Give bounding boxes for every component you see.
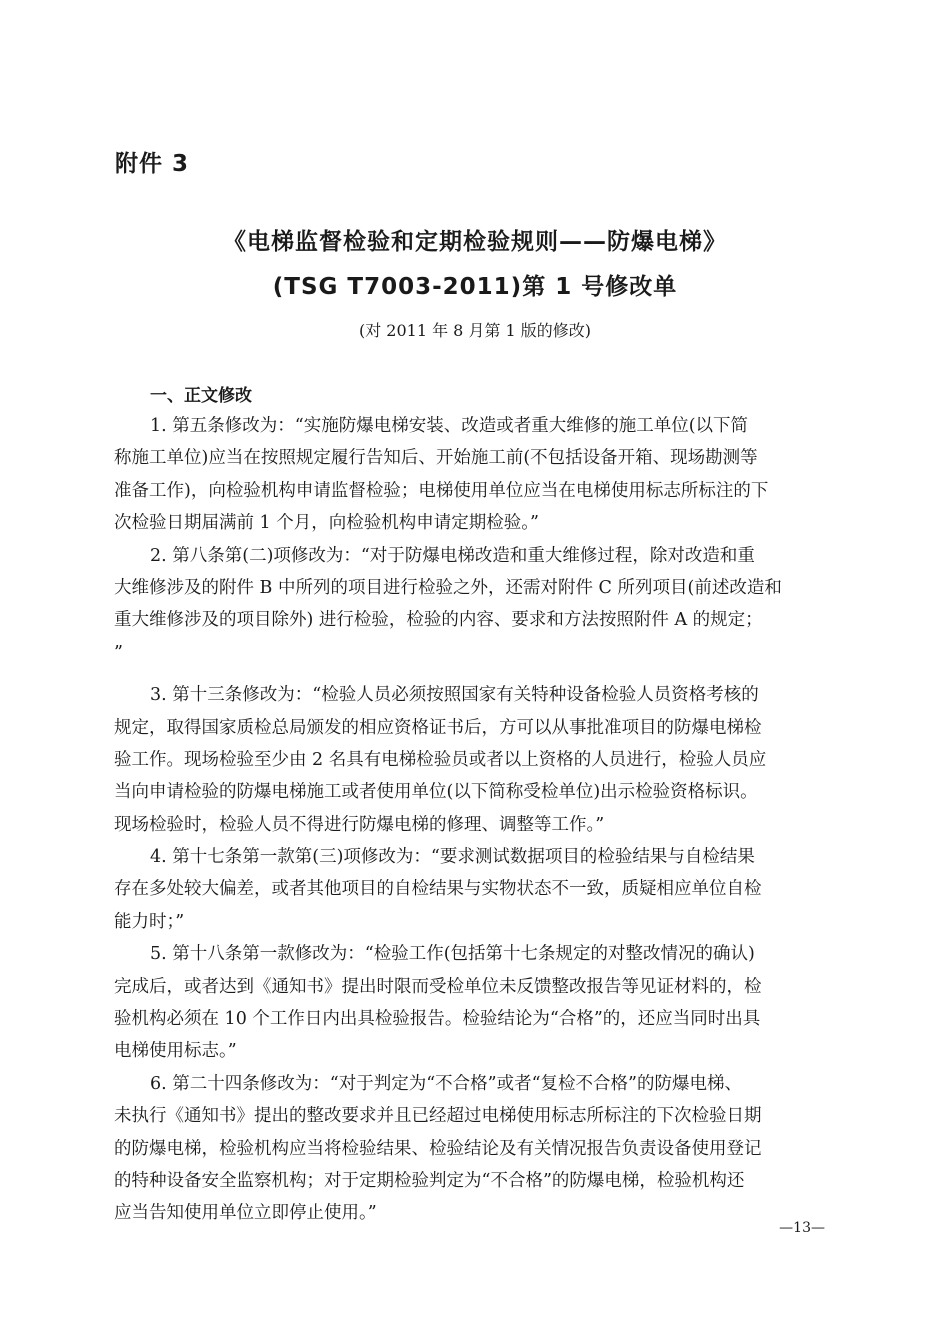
- text-line: 6. 第二十四条修改为：“对于判定为“不合格”或者“复检不合格”的防爆电梯、: [150, 1073, 742, 1094]
- text-line: 规定，取得国家质检总局颁发的相应资格证书后，方可以从事批准项目的防爆电梯检: [114, 717, 762, 738]
- text-line: 应当告知使用单位立即停止使用。”: [114, 1203, 377, 1224]
- document-title-line-1: 《电梯监督检验和定期检验规则——防爆电梯》: [223, 229, 727, 255]
- text-line: 的防爆电梯，检验机构应当将检验结果、检验结论及有关情况报告负责设备使用登记: [114, 1138, 762, 1159]
- amendment-item-4: [114, 841, 844, 938]
- text-line: 存在多处较大偏差，或者其他项目的自检结果与实物状态不一致，质疑相应单位自检: [114, 879, 762, 900]
- text-line: 完成后，或者达到《通知书》提出时限而受检单位未反馈整改报告等见证材料的，检: [114, 976, 762, 997]
- document-subtitle: (对 2011 年 8 月第 1 版的修改): [358, 321, 592, 340]
- text-line: 1. 第五条修改为：“实施防爆电梯安装、改造或者重大维修的施工单位(以下简: [150, 416, 749, 436]
- section-heading: 一、正文修改: [150, 386, 252, 406]
- text-line: 称施工单位)应当在按照规定履行告知后、开始施工前(不包括设备开箱、现场勘测等: [114, 448, 758, 469]
- document-title-line-2: (TSG T7003-2011)第 1 号修改单: [272, 274, 678, 300]
- text-line: 验工作。现场检验至少由 2 名具有电梯检验员或者以上资格的人员进行，检验人员应: [114, 749, 767, 770]
- amendment-item-5: [114, 938, 844, 1068]
- text-line: 重大维修涉及的项目除外) 进行检验，检验的内容、要求和方法按照附件 A 的规定；: [114, 610, 763, 631]
- text-line: 5. 第十八条第一款修改为：“检验工作(包括第十七条规定的对整改情况的确认): [150, 944, 755, 965]
- text-line: 2. 第八条第(二)项修改为：“对于防爆电梯改造和重大维修过程，除对改造和重: [150, 545, 755, 566]
- text-line: 3. 第十三条修改为：“检验人员必须按照国家有关特种设备检验人员资格考核的: [150, 685, 759, 706]
- text-line: 现场检验时，检验人员不得进行防爆电梯的修理、调整等工作。”: [114, 814, 605, 835]
- text-line: 未执行《通知书》提出的整改要求并且已经超过电梯使用标志所标注的下次检验日期: [114, 1106, 762, 1127]
- text-line: 准备工作)，向检验机构申请监督检验；电梯使用单位应当在电梯使用标志所标注的下: [114, 480, 769, 501]
- text-line: 次检验日期届满前 1 个月，向检验机构申请定期检验。”: [114, 513, 539, 534]
- text-line: 4. 第十七条第一款第(三)项修改为：“要求测试数据项目的检验结果与自检结果: [150, 847, 755, 868]
- text-line: 验机构必须在 10 个工作日内出具检验报告。检验结论为“合格”的，还应当同时出具: [114, 1009, 761, 1030]
- amendment-list: [114, 410, 844, 1230]
- text-line: 大维修涉及的附件 B 中所列的项目进行检验之外，还需对附件 C 所列项目(前述改造和: [114, 577, 782, 598]
- spacer: [114, 669, 844, 679]
- text-line: 当向申请检验的防爆电梯施工或者使用单位(以下简称受检单位)出示检验资格标识。: [114, 782, 758, 803]
- amendment-item-6: [114, 1068, 844, 1230]
- text-line: 的特种设备安全监察机构；对于定期检验判定为“不合格”的防爆电梯，检验机构还: [114, 1170, 745, 1191]
- text-line: 电梯使用标志。”: [114, 1041, 237, 1062]
- attachment-label: 附件 3: [115, 151, 190, 177]
- text-line: ”: [114, 642, 123, 663]
- page-number: —13—: [779, 1220, 825, 1236]
- amendment-item-3: [114, 679, 844, 841]
- amendment-item-1: [114, 410, 844, 540]
- amendment-item-2: [114, 540, 844, 670]
- text-line: 能力时；”: [114, 911, 185, 932]
